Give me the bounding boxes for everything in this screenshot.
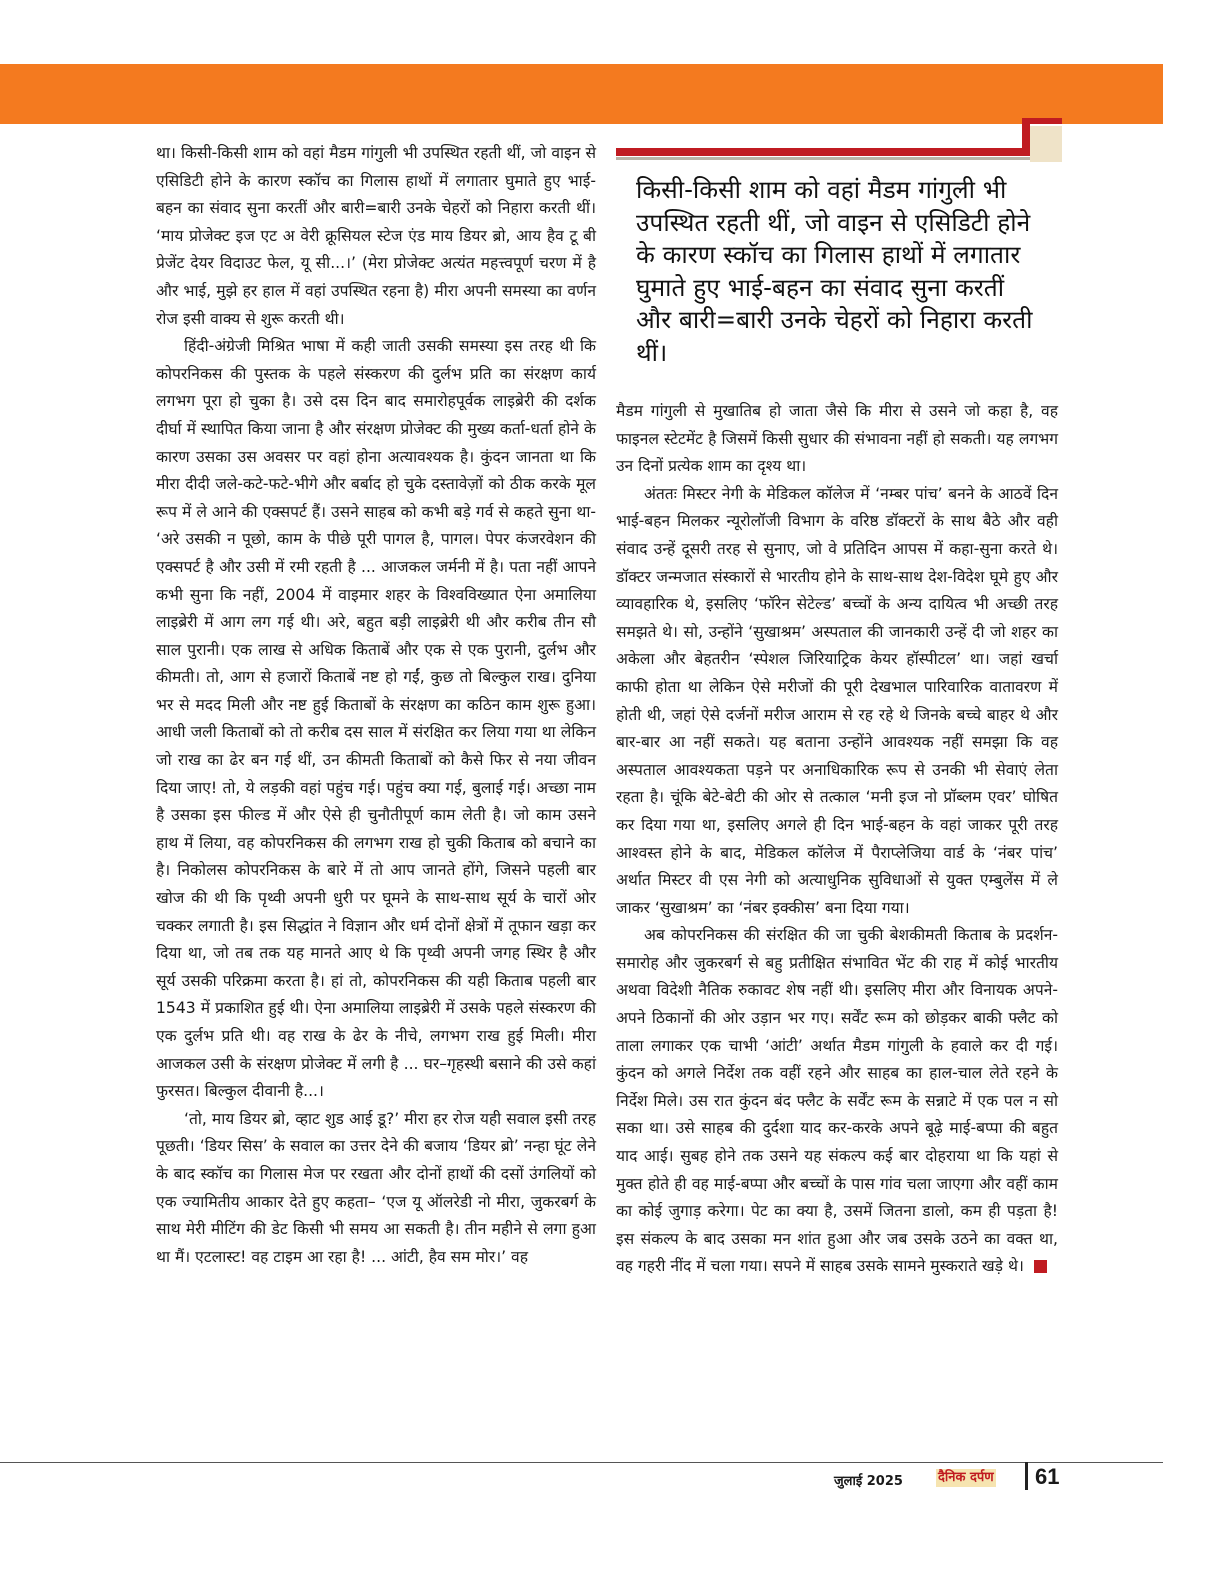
right-paragraph-1: मैडम गांगुली से मुखातिब हो जाता जैसे कि मीरा से उसने जो कहा है, वह फाइनल स्टेटमेंट है जिसमें किसी सुधार की संभावना नहीं हो सकती। यह लगभग उन दिनों प्रत्येक शाम का दृश्य था। <box>616 402 1058 476</box>
header-color-band <box>0 64 1163 124</box>
pull-quote-text: किसी-किसी शाम को वहां मैडम गांगुली भी उपस्थित रहती थीं, जो वाइन से एसिडिटी होने के कारण स्कॉच का गिलास हाथों में लगातार घुमाते हुए भाई-बहन का संवाद सुना करतीं और बारी=बारी उनके चेहरों को निहारा करती थीं। <box>636 175 1033 367</box>
page-number: 61 <box>1035 1464 1060 1489</box>
footer-rule <box>0 1462 1163 1463</box>
magazine-logo: दैनिक दर्पण <box>938 1470 994 1485</box>
left-column <box>156 140 596 1271</box>
right-column <box>616 398 1058 1281</box>
right-paragraph-3-text: अब कोपरनिकस की संरक्षित की जा चुकी बेशकीमती किताब के प्रदर्शन-समारोह और जुकरबर्ग से बहु प्रतीक्षित संभावित भेंट की राह में कोई भारतीय अथवा विदेशी नैतिक रुकावट शेष नहीं थी। इसलिए मीरा और विनायक अपने-अपने ठिकानों की ओर उड़ान भर गए। सर्वेंट रूम को छोड़कर बाकी फ्लैट को ताला लगाकर एक चाभी ‘आंटी’ अर्थात मैडम गांगुली के हवाले कर दी गई। कुंदन को अगले निर्देश तक वहीं रहने और साहब का हाल-चाल लेते रहने के निर्देश मिले। उस रात कुंदन बंद फ्लैट के सर्वेंट रूम के सन्नाटे में एक पल न सो सका था। उसे साहब की दुर्दशा याद कर-करके अपने बूढ़े माई-बप्पा की बहुत याद आई। सुबह होने तक उसने यह संकल्प कई बार दोहराया था कि यहां से मुक्त होते ही वह माई-बप्पा और बच्चों के पास गांव चला जाएगा और वहीं काम का कोई जुगाड़ करेगा। पेट का क्या है, उसमें जितना डालो, कम ही पड़ता है! इस संकल्प के बाद उसका मन शांत हुआ और जब उसके उठने का वक्त था, वह गहरी नींद में चला गया। सपने में साहब उसके सामने मुस्कराते खड़े थे। <box>616 926 1058 1276</box>
pull-quote-corner-box <box>1030 126 1062 162</box>
pull-quote-rule <box>616 148 1032 156</box>
left-paragraph-1: था। किसी-किसी शाम को वहां मैडम गांगुली भी उपस्थित रहती थीं, जो वाइन से एसिडिटी होने के कारण स्कॉच का गिलास हाथों में लगातार घुमाते हुए भाई-बहन का संवाद सुना करतीं और बारी=बारी उनके चेहरों को निहारा करती थीं। ‘माय प्रोजेक्ट इज एट अ वेरी क्रूसियल स्टेज एंड माय डियर ब्रो, आय हैव टू बी प्रेजेंट देयर विदाउट फेल, यू सी...।’ (मेरा प्रोजेक्ट अत्यंत महत्त्वपूर्ण चरण में है और भाई, मुझे हर हाल में वहां उपस्थित रहना है) मीरा अपनी समस्या का वर्णन रोज इसी वाक्य से शुरू करती थी। <box>156 144 596 328</box>
pull-quote-rule-shadow <box>616 157 1032 160</box>
pull-quote-box <box>616 118 1062 368</box>
right-paragraph-2: अंततः मिस्टर नेगी के मेडिकल कॉलेज में ‘नम्बर पांच’ बनने के आठवें दिन भाई-बहन मिलकर न्यूरोलॉजी विभाग के वरिष्ठ डॉक्टरों के साथ बैठे और वही संवाद उन्हें दूसरी तरह से सुनाए, जो वे प्रतिदिन आपस में कहा-सुना करते थे। डॉक्टर जन्मजात संस्कारों से भारतीय होने के साथ-साथ देश-विदेश घूमे हुए और व्यावहारिक थे, इसलिए ‘फॉरेन सेटेल्ड’ बच्चों के अन्य दायित्व भी अच्छी तरह समझते थे। सो, उन्होंने ‘सुखाश्रम’ अस्पताल की जानकारी उन्हें दी जो शहर का अकेला और बेहतरीन ‘स्पेशल जिरियाट्रिक केयर हॉस्पीटल’ था। जहां खर्चा काफी होता था लेकिन ऐसे मरीजों की पूरी देखभाल पारिवारिक वातावरण में होती थी, जहां ऐसे दर्जनों मरीज आराम से रह रहे थे जिनके बच्चे बाहर थे और बार-बार आ नहीं सकते। यह बताना उन्होंने आवश्यक नहीं समझा कि वह अस्पताल आवश्यकता पड़ने पर अनाधिकारिक रूप से उनकी भी सेवाएं लेता रहता है। चूंकि बेटे-बेटी की ओर से तत्काल ‘मनी इज नो प्रॉब्लम एवर’ घोषित कर दिया गया था, इसलिए अगले ही दिन भाई-बहन के वहां जाकर पूरी तरह आश्वस्त होने के बाद, मेडिकल कॉलेज में पैराप्लेजिया वार्ड के ‘नंबर पांच’ अर्थात मिस्टर वी एस नेगी को अत्याधुनिक सुविधाओं से युक्त एम्बुलेंस में ले जाकर ‘सुखाश्रम’ का ‘नंबर इक्कीस’ बना दिया गया। <box>616 484 1059 917</box>
left-paragraph-2: हिंदी-अंग्रेजी मिश्रित भाषा में कही जाती उसकी समस्या इस तरह थी कि कोपरनिकस की पुस्तक के पहले संस्करण की दुर्लभ प्रति का संरक्षण कार्य लगभग पूरा हो चुका है। उसे दस दिन बाद समारोहपूर्वक लाइब्रेरी की दर्शक दीर्घा में स्थापित किया जाना है और संरक्षण प्रोजेक्ट की मुख्य कर्ता-धर्ता होने के कारण उसका उस अवसर पर वहां होना अत्यावश्यक है। कुंदन जानता था कि मीरा दीदी जले-कटे-फटे-भीगे और बर्बाद हो चुके दस्तावेज़ों को ठीक करके मूल रूप में ले आने की एक्सपर्ट हैं। उसने साहब को कभी बड़े गर्व से कहते सुना था- ‘अरे उसकी न पूछो, काम के पीछे पूरी पागल है, पागल। पेपर कंजरवेशन की एक्सपर्ट है और उसी में रमी रहती है ... आजकल जर्मनी में है। पता नहीं आपने कभी सुना कि नहीं, 2004 में वाइमार शहर के विश्वविख्यात ऐना अमालिया लाइब्रेरी में आग लग गई थी। अरे, बहुत बड़ी लाइब्रेरी थी और करीब तीन सौ साल पुरानी। एक लाख से अधिक किताबें और एक से एक पुरानी, दुर्लभ और कीमती। तो, आग से हजारों किताबें नष्ट हो गईं, कुछ तो बिल्कुल राख। दुनिया भर से मदद मिली और नष्ट हुई किताबों के संरक्षण का कठिन काम शुरू हुआ। आधी जली किताबों को तो करीब दस साल में संरक्षित कर लिया गया था लेकिन जो राख का ढेर बन गई थीं, उन कीमती किताबों को कैसे फिर से नया जीवन दिया जाए! तो, ये लड़की वहां पहुंच गई। पहुंच क्या गई, बुलाई गई। अच्छा नाम है उसका इस फील्ड में और ऐसे ही चुनौतीपूर्ण काम लेती है। जो काम उसने हाथ में लिया, वह कोपरनिकस की लगभग राख हो चुकी किताब को बचाने का है। निकोलस कोपरनिकस के बारे में तो आप जानते होंगे, जिसने पहली बार खोज की थी कि पृथ्वी अपनी धुरी पर घूमने के साथ-साथ सूर्य के चारों ओर चक्कर लगाती है। इस सिद्धांत ने विज्ञान और धर्म दोनों क्षेत्रों में तूफान खड़ा कर दिया था, जो तब तक यह मानते आए थे कि पृथ्वी अपनी जगह स्थिर है और सूर्य उसकी परिक्रमा करता है। हां तो, कोपरनिकस की यही किताब पहली बार 1543 में प्रकाशित हुई थी। ऐना अमालिया लाइब्रेरी में उसके पहले संस्करण की एक दुर्लभ प्रति थी। वह राख के ढेर के नीचे, लगभग राख हुई मिली। मीरा आजकल उसी के संरक्षण प्रोजेक्ट में लगी है ... घर–गृहस्थी बसाने की उसे कहां फुरसत। बिल्कुल दीवानी है...। <box>156 337 596 1101</box>
footer-separator <box>1025 1462 1028 1490</box>
right-paragraph-3 <box>616 922 1058 1281</box>
left-paragraph-3: ‘तो, माय डियर ब्रो, व्हाट शुड आई डू?’ मीरा हर रोज यही सवाल इसी तरह पूछती। ‘डियर सिस’ के सवाल का उत्तर देने की बजाय ‘डियर ब्रो’ नन्हा घूंट लेने के बाद स्कॉच का गिलास मेज पर रखता और दोनों हाथों की दसों उंगलियों को एक ज्यामितीय आकार देते हुए कहता– ‘एज यू ऑलरेडी नो मीरा, जुकरबर्ग के साथ मेरी मीटिंग की डेट किसी भी समय आ सकती है। तीन महीने से लगा हुआ था मैं। एटलास्ट! वह टाइम आ रहा है! ... आंटी, हैव सम मोर।’ वह <box>156 1109 596 1266</box>
footer-date: जुलाई 2025 <box>834 1474 903 1489</box>
pull-quote-corner-cap <box>1022 118 1062 124</box>
story-end-mark-icon <box>1034 1260 1047 1273</box>
